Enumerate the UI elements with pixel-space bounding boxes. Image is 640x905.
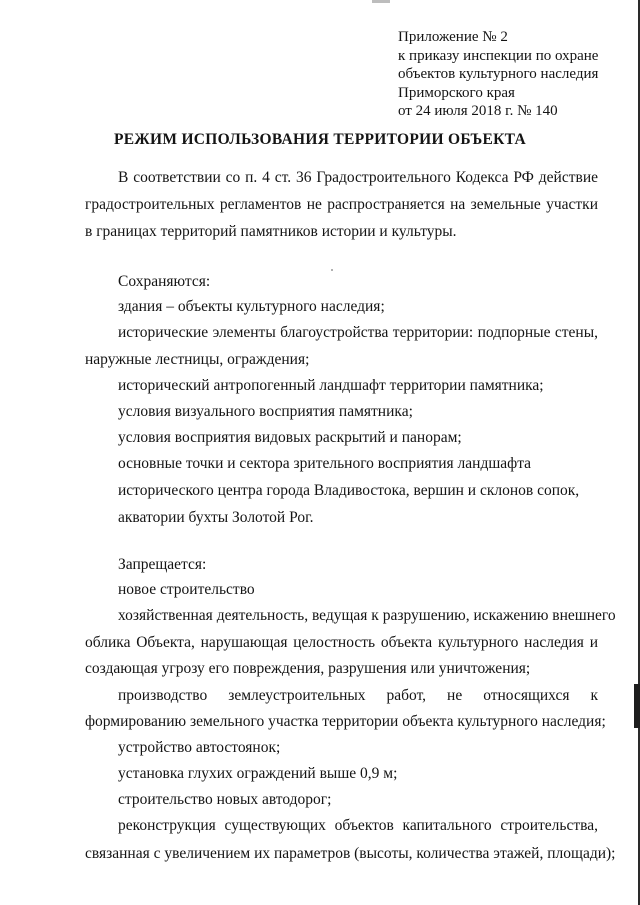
- word: относящихся: [483, 687, 570, 704]
- annex-number: Приложение № 2: [398, 29, 508, 45]
- prohibited-heading: Запрещается:: [118, 556, 207, 573]
- preserved-item: здания – объекты культурного наследия;: [118, 298, 385, 315]
- scan-edge-mark: [634, 684, 640, 728]
- prohibited-item-spread: [118, 686, 598, 706]
- prohibited-item-continued: облика Объекта, нарушающая целостность объекта культурного наследия и: [85, 634, 598, 651]
- preserved-item: условия восприятия видовых раскрытий и панорам;: [118, 429, 462, 446]
- prohibited-item: устройство автостоянок;: [118, 739, 281, 756]
- prohibited-item-continued: связанная с увеличением их параметров (высоты, количества этажей, площади);: [85, 845, 616, 862]
- annex-order-line: объектов культурного наследия: [398, 66, 599, 82]
- word: землеустроительных: [228, 687, 366, 704]
- preserved-item-continued: исторического центра города Владивостока, вершин и склонов сопок,: [118, 482, 580, 499]
- prohibited-item: новое строительство: [118, 581, 255, 598]
- prohibited-item: установка глухих ограждений выше 0,9 м;: [118, 765, 398, 782]
- scan-speck: [331, 269, 333, 271]
- intro-paragraph: В соответствии со п. 4 ст. 36 Градостроительного Кодекса РФ действие градостроительных регламентов не распространяется на земельные участки в границах территорий памятников истории и культуры.: [85, 169, 598, 240]
- scan-mark: [372, 0, 390, 3]
- preserved-item-continued: акватории бухты Золотой Рог.: [118, 509, 314, 526]
- preserved-item: исторический антропогенный ландшафт территории памятника;: [118, 377, 544, 394]
- document-title: РЕЖИМ ИСПОЛЬЗОВАНИЯ ТЕРРИТОРИИ ОБЪЕКТА: [113, 131, 527, 148]
- word: к: [590, 687, 598, 704]
- prohibited-item: реконструкция существующих объектов капитального строительства,: [118, 817, 598, 834]
- word: не: [447, 687, 463, 704]
- annex-header: [398, 28, 598, 121]
- preserved-item: основные точки и сектора зрительного восприятия ландшафта: [118, 455, 532, 472]
- prohibited-item-continued: создающая угрозу его повреждения, разрушения или уничтожения;: [85, 660, 531, 677]
- preserved-item: исторические элементы благоустройства территории: подпорные стены,: [118, 324, 598, 341]
- annex-order-line: к приказу инспекции по охране: [398, 47, 599, 64]
- prohibited-item: строительство новых автодорог;: [118, 791, 332, 808]
- word: работ,: [386, 687, 427, 704]
- preserved-item: условия визуального восприятия памятника;: [118, 403, 413, 420]
- annex-order-line: Приморского края: [398, 84, 515, 101]
- annex-order-date: от 24 июля 2018 г. № 140: [398, 103, 558, 119]
- prohibited-item: хозяйственная деятельность, ведущая к разрушению, искажению внешнего: [118, 607, 616, 624]
- preserved-heading: Сохраняются:: [118, 273, 211, 290]
- prohibited-item-continued: формированию земельного участка территории объекта культурного наследия;: [85, 713, 606, 730]
- preserved-item-continued: наружные лестницы, ограждения;: [85, 351, 310, 368]
- word: производство: [118, 687, 208, 704]
